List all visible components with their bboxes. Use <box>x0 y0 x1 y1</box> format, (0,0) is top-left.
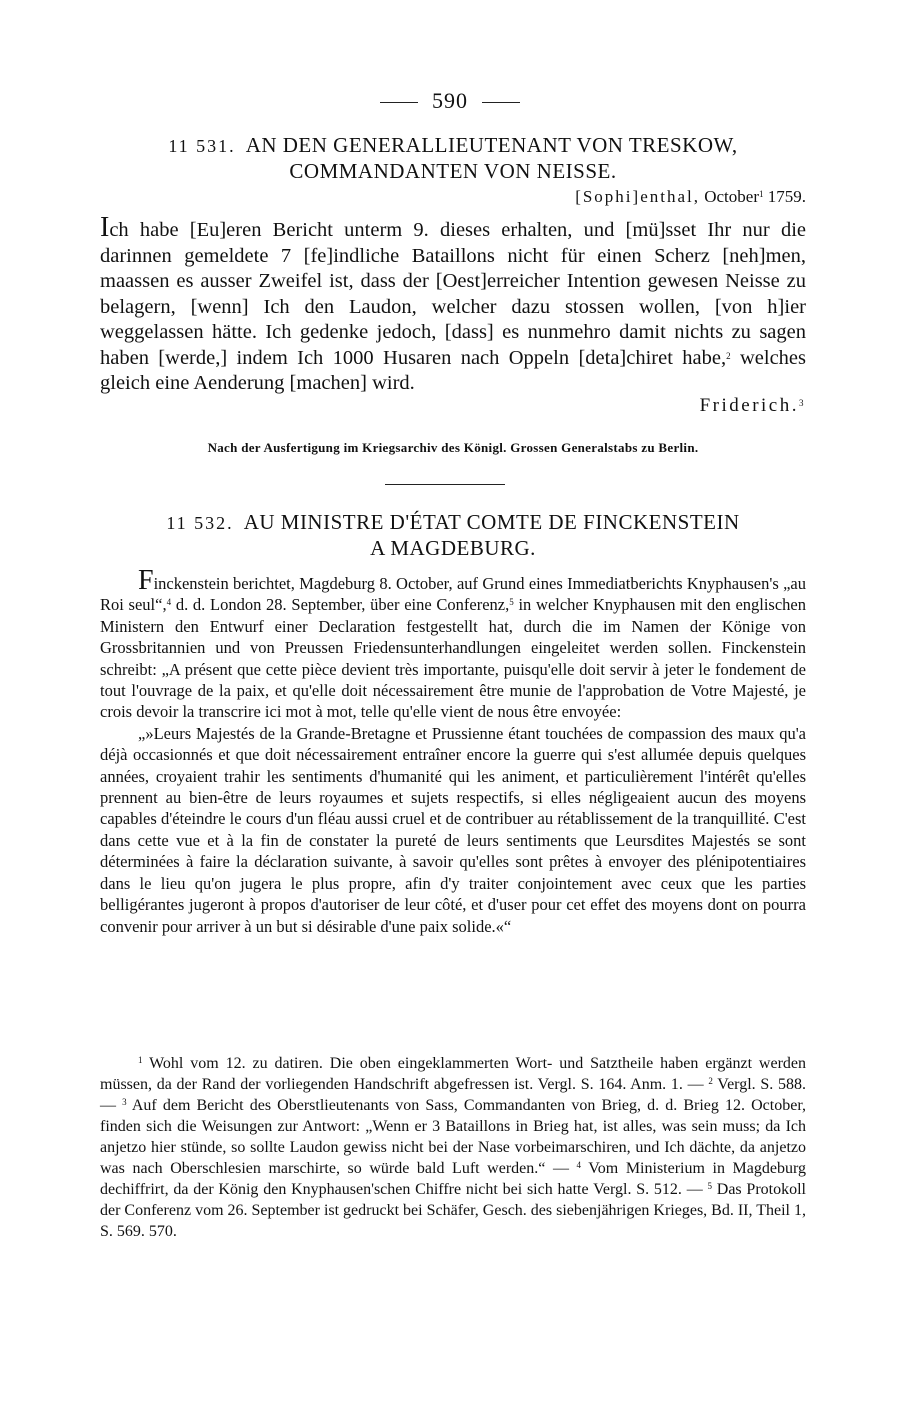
letter2-para1-a: inckenstein berichtet, Magdeburg 8. October, auf Grund eines Immediatberichts Knyphausen's „au Roi seul“, <box>100 574 806 615</box>
footnote4-text: Vom Ministerium in Magdeburg dechiffrirt, da der König den Knyphausen'schen Chiffre nicht bei sich hatte Vergl. S. 512. — <box>100 1160 806 1198</box>
footnote3-mark: 3 <box>122 1097 127 1107</box>
letter1-title-line1: AN DEN GENERALLIEUTENANT VON TRESKOW, <box>245 133 738 157</box>
section-divider <box>385 484 505 485</box>
letter1-initial: I <box>100 212 110 243</box>
footnote2-text: Vergl. S. 588. — <box>100 1076 807 1114</box>
letter1-source: Nach der Ausfertigung im Kriegsarchiv des Königl. Grossen Generalstabs zu Berlin. <box>207 440 699 455</box>
letter1-body <box>100 212 806 418</box>
letter1-date-year: 1759. <box>767 187 806 206</box>
letter2-paragraph2: „»Leurs Majestés de la Grande-Bretagne et Prussienne étant touchées de compassion des maux qu'a déjà occasionnés et que doit nécessairement entraîner encore la guerre qui s'est allumée depuis quelques années, croyaient trahir les sentiments d'humanité qui les animent, et particulièrement l'intérêt qu'elles prennent au bien-être de leurs royaumes et sujets respectifs, si elles négligeaient aucun des moyens capables d'éteindre le cours d'un fléau aussi cruel et de contribuer au rétablissement de la tranquillité. C'est dans cette vue et à la fin de constater la pureté de leurs sentiments que Leursdites Majestés se sont déterminées à faire la déclaration suivante, à savoir qu'elles sont prêtes à envoyer des plénipotentiaires dans le lieu qu'on jugera le plus propre, afin d'y traiter conjointement avec ceux que les parties belligérantes jugeront à propos d'autoriser de leur côté, et d'user pour cet effet des moyens dont on pourra convenir pour arriver à un but si désirable d'une paix solide.«“ <box>100 723 806 936</box>
signature-text: Friderich. <box>699 394 799 416</box>
letter1-body-note: 2 <box>726 350 731 361</box>
letter2-heading <box>100 510 806 561</box>
header-dash-right <box>482 102 520 103</box>
footnote2-mark: 2 <box>708 1076 713 1086</box>
footnote1-text: Wohl vom 12. zu datiren. Die oben eingeklammerten Wort- und Satztheile haben ergänzt werden müssen, da der Rand der vorliegenden Handschrift abgefressen ist. Vergl. S. 164. Anm. 1. — <box>100 1055 806 1093</box>
letter2-number: 11 532. <box>166 513 234 533</box>
letter2-para1-b: d. d. London 28. September, über eine Conferenz, <box>171 595 510 615</box>
footnote3-text: Auf dem Bericht des Oberstlieutenants von Sass, Commandanten von Brieg, d. d. Brieg 12. October, finden sich die Weisungen zur Antwort: „Wenn er 3 Bataillons in Brieg hat, ist alles, was sein muss; da Ich anjetzo hier stünde, so sollte Laudon gewiss nicht bei der Nase vorbeimarschiren, und Ich dächte, da anjetzo was nach Oberschlesien marschirte, so würde bald Luft werden.“ — <box>100 1097 807 1177</box>
letter2-paragraph1 <box>100 565 807 723</box>
footnote5-text: Das Protokoll der Conferenz vom 26. September ist gedruckt bei Schäfer, Gesch. des siebenjährigen Krieges, Bd. II, Theil 1, S. 569. 570. <box>100 1181 806 1240</box>
page-number: 590 <box>432 88 468 113</box>
letter1-date-month: October <box>704 187 759 206</box>
letter1-number: 11 531. <box>168 136 236 156</box>
letter2-title-line1: AU MINISTRE D'ÉTAT COMTE DE FINCKENSTEIN <box>243 510 740 534</box>
letter1-date-note: 1 <box>759 189 764 199</box>
letter2-para1-c: in welcher Knyphausen mit den englischen Ministern den Entwurf einer Declaration festgestellt hat, durch die im Namen der Könige von Grossbritannien und von Preussen Friedensunterhandlungen eingeleitet werden sollen. Finckenstein schreibt: „A présent que cette pièce devient très importante, puisqu'elle doit servir à jeter le fondement de tout l'ouvrage de la paix, et qu'elle doit nécessairement être munie de l'approbation de Votre Majesté, je crois devoir la transcrire ici mot à mot, telle qu'elle vient de nous être envoyée: <box>100 595 807 722</box>
letter2-title-line2: A MAGDEBURG. <box>370 536 536 560</box>
letter1-body-a: ch habe [Eu]eren Bericht unterm 9. dieses erhalten, und [mü]sset Ihr nur die darinnen gemeldete 7 [fe]indliche Bataillons nicht für einen Scherz [neh]men, maassen es ausser Zweifel ist, dass der [Oest]erreicher Intention gewesen Neisse zu belagern, [wenn] Ich den Laudon, welcher dazu stossen wollen, [von h]ier weggelassen hätte. Ich gedenke jedoch, [dass] es nunmehro damit nichts zu sagen haben [werde,] indem Ich 1000 Husaren nach Oppeln [deta]chiret habe, <box>100 219 806 369</box>
letter1-heading <box>100 133 806 184</box>
header-dash-left <box>380 102 418 103</box>
signature-note: 3 <box>799 397 806 408</box>
letter1-body-b: welches gleich eine Aenderung [machen] wird. <box>100 346 806 394</box>
letter2-note5-ref: 5 <box>509 597 514 608</box>
letter2-initial: F <box>138 565 154 596</box>
letter1-date-place: [Sophi]enthal, <box>575 187 700 206</box>
footnote1-mark: 1 <box>138 1055 143 1065</box>
letter2-body <box>100 565 807 937</box>
letter1-dateline <box>100 187 806 207</box>
footnotes-paragraph <box>100 1053 806 1242</box>
footnote4-mark: 4 <box>576 1160 582 1170</box>
letter2-note4-ref: 4 <box>166 597 172 608</box>
letter1-title-line2: COMMANDANTEN VON NEISSE. <box>289 159 617 183</box>
footnotes <box>100 1053 806 1242</box>
footnote5-mark: 5 <box>707 1181 712 1191</box>
letter1-signature <box>100 393 806 419</box>
page-header <box>0 88 900 114</box>
